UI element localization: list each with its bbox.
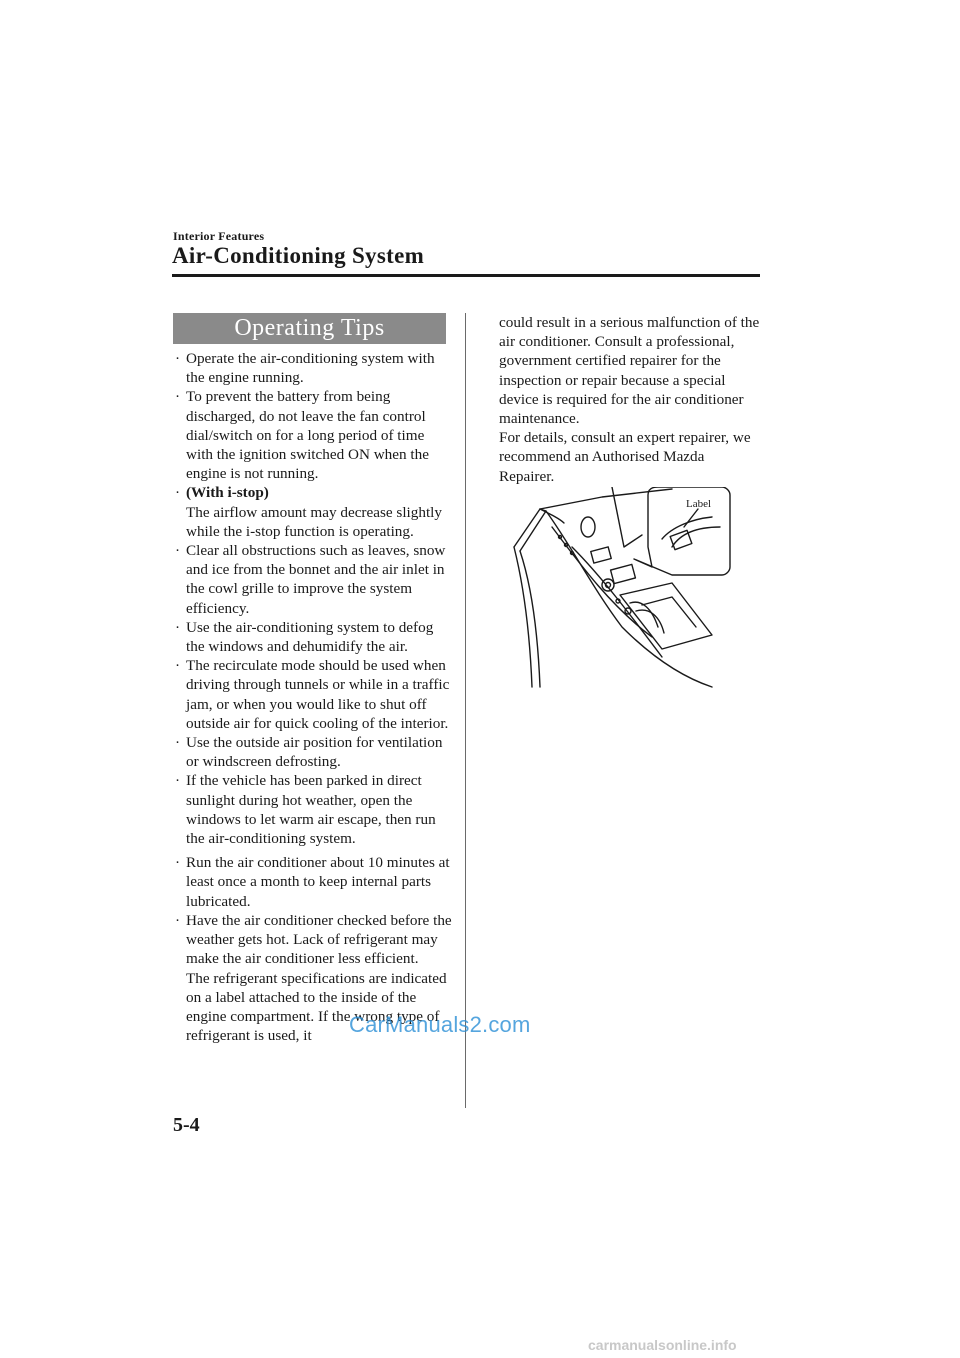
bullet-dot: · [175,772,181,790]
engine-compartment-illustration [512,487,732,689]
tip-heading: (With i-stop) [186,484,269,502]
figure-callout-label: Label [686,498,712,510]
tip-text: Clear all obstructions such as leaves, snow and ice from the bonnet and the air inlet in the cowl grille to improve the system efficiency. [186,542,446,617]
tip-item [173,483,453,541]
watermark: CarManuals2.com [349,1012,531,1037]
tip-text: The airflow amount may decrease slightly while the i-stop function is operating. [186,503,442,540]
operating-tips-banner: Operating Tips [173,313,446,344]
bullet-dot: · [175,911,181,929]
bullet-dot: · [175,388,181,406]
tip-text: Have the air conditioner checked before the weather gets hot. Lack of refrigerant may make the air conditioner less efficient. [186,911,452,968]
tip-text: Use the air-conditioning system to defog the windows and dehumidify the air. [186,618,434,656]
tip-text: Run the air conditioner about 10 minutes at least once a month to keep internal parts lubricated. [186,854,450,910]
column-divider [465,313,466,1108]
section-label: Interior Features [173,229,265,243]
tips-list [173,349,453,1045]
tip-continuation: The refrigerant specifications are indicated on a label attached to the inside of the engine compartment. If the wrong type of refrigerant is used, it [186,969,447,1045]
tip-text: Operate the air-conditioning system with the engine running. [186,350,435,387]
paragraph-continued: could result in a serious malfunction of the air conditioner. Consult a professional, government certified repairer for the inspection or repair because a special device is required for the air conditioner maintenance. [499,314,760,428]
tip-text: The recirculate mode should be used when driving through tunnels or while in a traffic jam, or when you would like to shut off outside air for quick cooling of the interior. [186,657,450,732]
tip-item [173,387,453,483]
page-number: 5-4 [173,1114,200,1136]
tip-text: If the vehicle has been parked in direct sunlight during hot weather, open the windows to let warm air escape, then run the air-conditioning system. [186,772,436,848]
bullet-dot: · [175,542,181,560]
bullet-dot: · [175,484,181,502]
tip-item [173,349,453,387]
bullet-dot: · [175,350,181,367]
title-rule [172,274,760,277]
tip-text: To prevent the battery from being discharged, do not leave the fan control dial/switch on for a long period of time with the ignition switched ON when the engine is not running. [186,388,429,483]
tip-item [173,618,453,656]
tip-item [173,733,453,771]
tip-item [173,541,453,618]
footer-site-watermark: carmanualsonline.info [588,1337,737,1353]
chapter-title: Air-Conditioning System [172,243,425,268]
tip-item [173,771,453,848]
bullet-dot: · [175,657,181,675]
tip-text: Use the outside air position for ventilation or windscreen defrosting. [186,734,443,771]
bullet-dot: · [175,734,181,752]
paragraph-repairer: For details, consult an expert repairer, we recommend an Authorised Mazda Repairer. [499,429,751,485]
tip-item [173,656,453,733]
tip-item [173,853,453,911]
bullet-dot: · [175,618,181,636]
bullet-dot: · [175,854,181,872]
right-column [499,313,761,486]
